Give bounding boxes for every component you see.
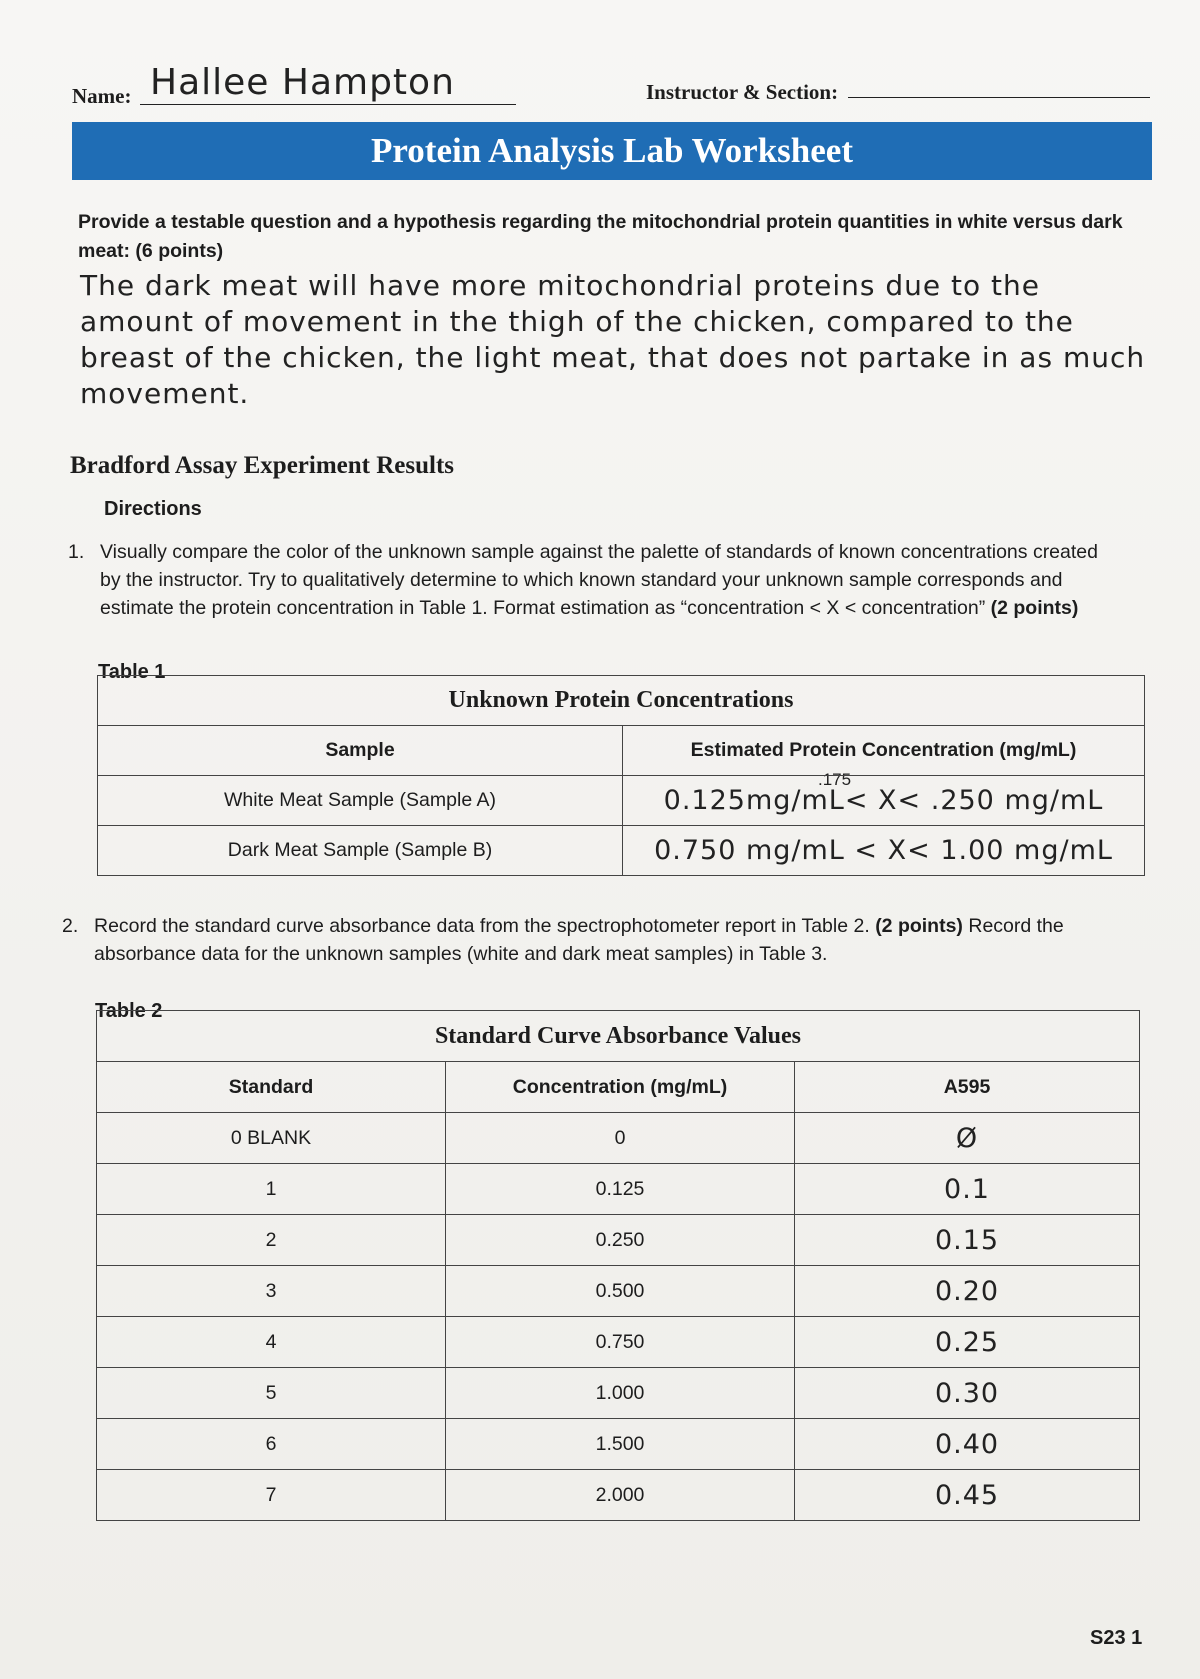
- standard-cell: 3: [97, 1266, 446, 1317]
- estimate-cell[interactable]: 0.125mg/mL< X< .250 mg/mL: [623, 776, 1145, 826]
- instructor-section-label: Instructor & Section:: [646, 80, 839, 104]
- absorbance-cell[interactable]: Ø: [795, 1113, 1140, 1164]
- table-2-label: Table 2: [95, 1000, 163, 1022]
- item-line: [100, 594, 1098, 622]
- absorbance-cell[interactable]: 0.45: [795, 1470, 1140, 1521]
- concentration-cell: 0: [446, 1113, 795, 1164]
- table-row: [98, 826, 1145, 876]
- handwritten-annotation: .175: [818, 770, 852, 789]
- standard-cell: 6: [97, 1419, 446, 1470]
- column-header: Concentration (mg/mL): [446, 1062, 795, 1113]
- concentration-cell: 0.500: [446, 1266, 795, 1317]
- table-1: [97, 675, 1145, 876]
- answer-line: amount of movement in the thigh of the chicken, compared to the: [80, 305, 1074, 338]
- concentration-cell: 0.125: [446, 1164, 795, 1215]
- concentration-cell: 1.000: [446, 1368, 795, 1419]
- column-header: Estimated Protein Concentration (mg/mL): [623, 726, 1145, 776]
- table-2: [96, 1010, 1140, 1521]
- table-row: [97, 1215, 1140, 1266]
- absorbance-cell[interactable]: 0.25: [795, 1317, 1140, 1368]
- absorbance-cell[interactable]: 0.30: [795, 1368, 1140, 1419]
- table-row: [97, 1164, 1140, 1215]
- standard-cell: 7: [97, 1470, 446, 1521]
- name-underline: [140, 104, 516, 105]
- standard-cell: 4: [97, 1317, 446, 1368]
- item-line: by the instructor. Try to qualitatively determine to which known standard your unknown sample corresponds and: [100, 569, 1063, 591]
- name-label: Name:: [72, 84, 132, 108]
- item-line: Visually compare the color of the unknown sample against the palette of standards of known concentrations created: [100, 541, 1098, 563]
- column-header: Sample: [98, 726, 623, 776]
- concentration-cell: 0.250: [446, 1215, 795, 1266]
- concentration-cell: 0.750: [446, 1317, 795, 1368]
- estimate-cell[interactable]: 0.750 mg/mL < X< 1.00 mg/mL: [623, 826, 1145, 876]
- table-row: [98, 776, 1145, 826]
- points-label: (2 points): [990, 597, 1079, 619]
- points-label: (2 points): [875, 915, 963, 937]
- instructor-section-field[interactable]: [848, 97, 1150, 98]
- answer-line: breast of the chicken, the light meat, that does not partake in as much: [80, 341, 1146, 374]
- standard-cell: 0 BLANK: [97, 1113, 446, 1164]
- standard-cell: 2: [97, 1215, 446, 1266]
- absorbance-cell[interactable]: 0.40: [795, 1419, 1140, 1470]
- answer-line: movement.: [80, 377, 250, 410]
- table-2-title: Standard Curve Absorbance Values: [97, 1011, 1140, 1062]
- absorbance-cell[interactable]: 0.15: [795, 1215, 1140, 1266]
- hypothesis-prompt: Provide a testable question and a hypothesis regarding the mitochondrial protein quantities in white versus dark meat: (6 points): [78, 211, 1123, 262]
- sample-cell: White Meat Sample (Sample A): [98, 776, 623, 826]
- column-header: A595: [795, 1062, 1140, 1113]
- item-line-text: Record the standard curve absorbance data from the spectrophotometer report in Table 2.: [94, 915, 870, 937]
- item-line-text: estimate the protein concentration in Table 1. Format estimation as “concentration < X < concentration”: [100, 597, 986, 619]
- standard-cell: 5: [97, 1368, 446, 1419]
- concentration-cell: 1.500: [446, 1419, 795, 1470]
- table-1-title: Unknown Protein Concentrations: [98, 676, 1145, 726]
- item-line: absorbance data for the unknown samples (white and dark meat samples) in Table 3.: [94, 943, 828, 965]
- page-footer: S23 1: [1090, 1627, 1143, 1649]
- worksheet-title-banner: Protein Analysis Lab Worksheet: [72, 122, 1152, 180]
- item-line-text: Record the: [968, 915, 1064, 937]
- directions-label: Directions: [104, 498, 202, 520]
- column-header: Standard: [97, 1062, 446, 1113]
- table-row: [97, 1317, 1140, 1368]
- name-field-value[interactable]: Hallee Hampton: [150, 62, 455, 103]
- absorbance-cell[interactable]: 0.1: [795, 1164, 1140, 1215]
- absorbance-cell[interactable]: 0.20: [795, 1266, 1140, 1317]
- table-row: [97, 1113, 1140, 1164]
- answer-line: The dark meat will have more mitochondrial proteins due to the: [80, 269, 1040, 302]
- concentration-cell: 2.000: [446, 1470, 795, 1521]
- hypothesis-answer[interactable]: [80, 268, 1180, 412]
- table-row: [97, 1368, 1140, 1419]
- item-number: 1.: [68, 541, 85, 563]
- item-number: 2.: [62, 915, 79, 937]
- item-line: [94, 912, 1064, 940]
- table-1-label: Table 1: [98, 661, 166, 683]
- table-row: [97, 1266, 1140, 1317]
- standard-cell: 1: [97, 1164, 446, 1215]
- sample-cell: Dark Meat Sample (Sample B): [98, 826, 623, 876]
- table-row: [97, 1470, 1140, 1521]
- section-title: Bradford Assay Experiment Results: [70, 452, 455, 479]
- table-row: [97, 1419, 1140, 1470]
